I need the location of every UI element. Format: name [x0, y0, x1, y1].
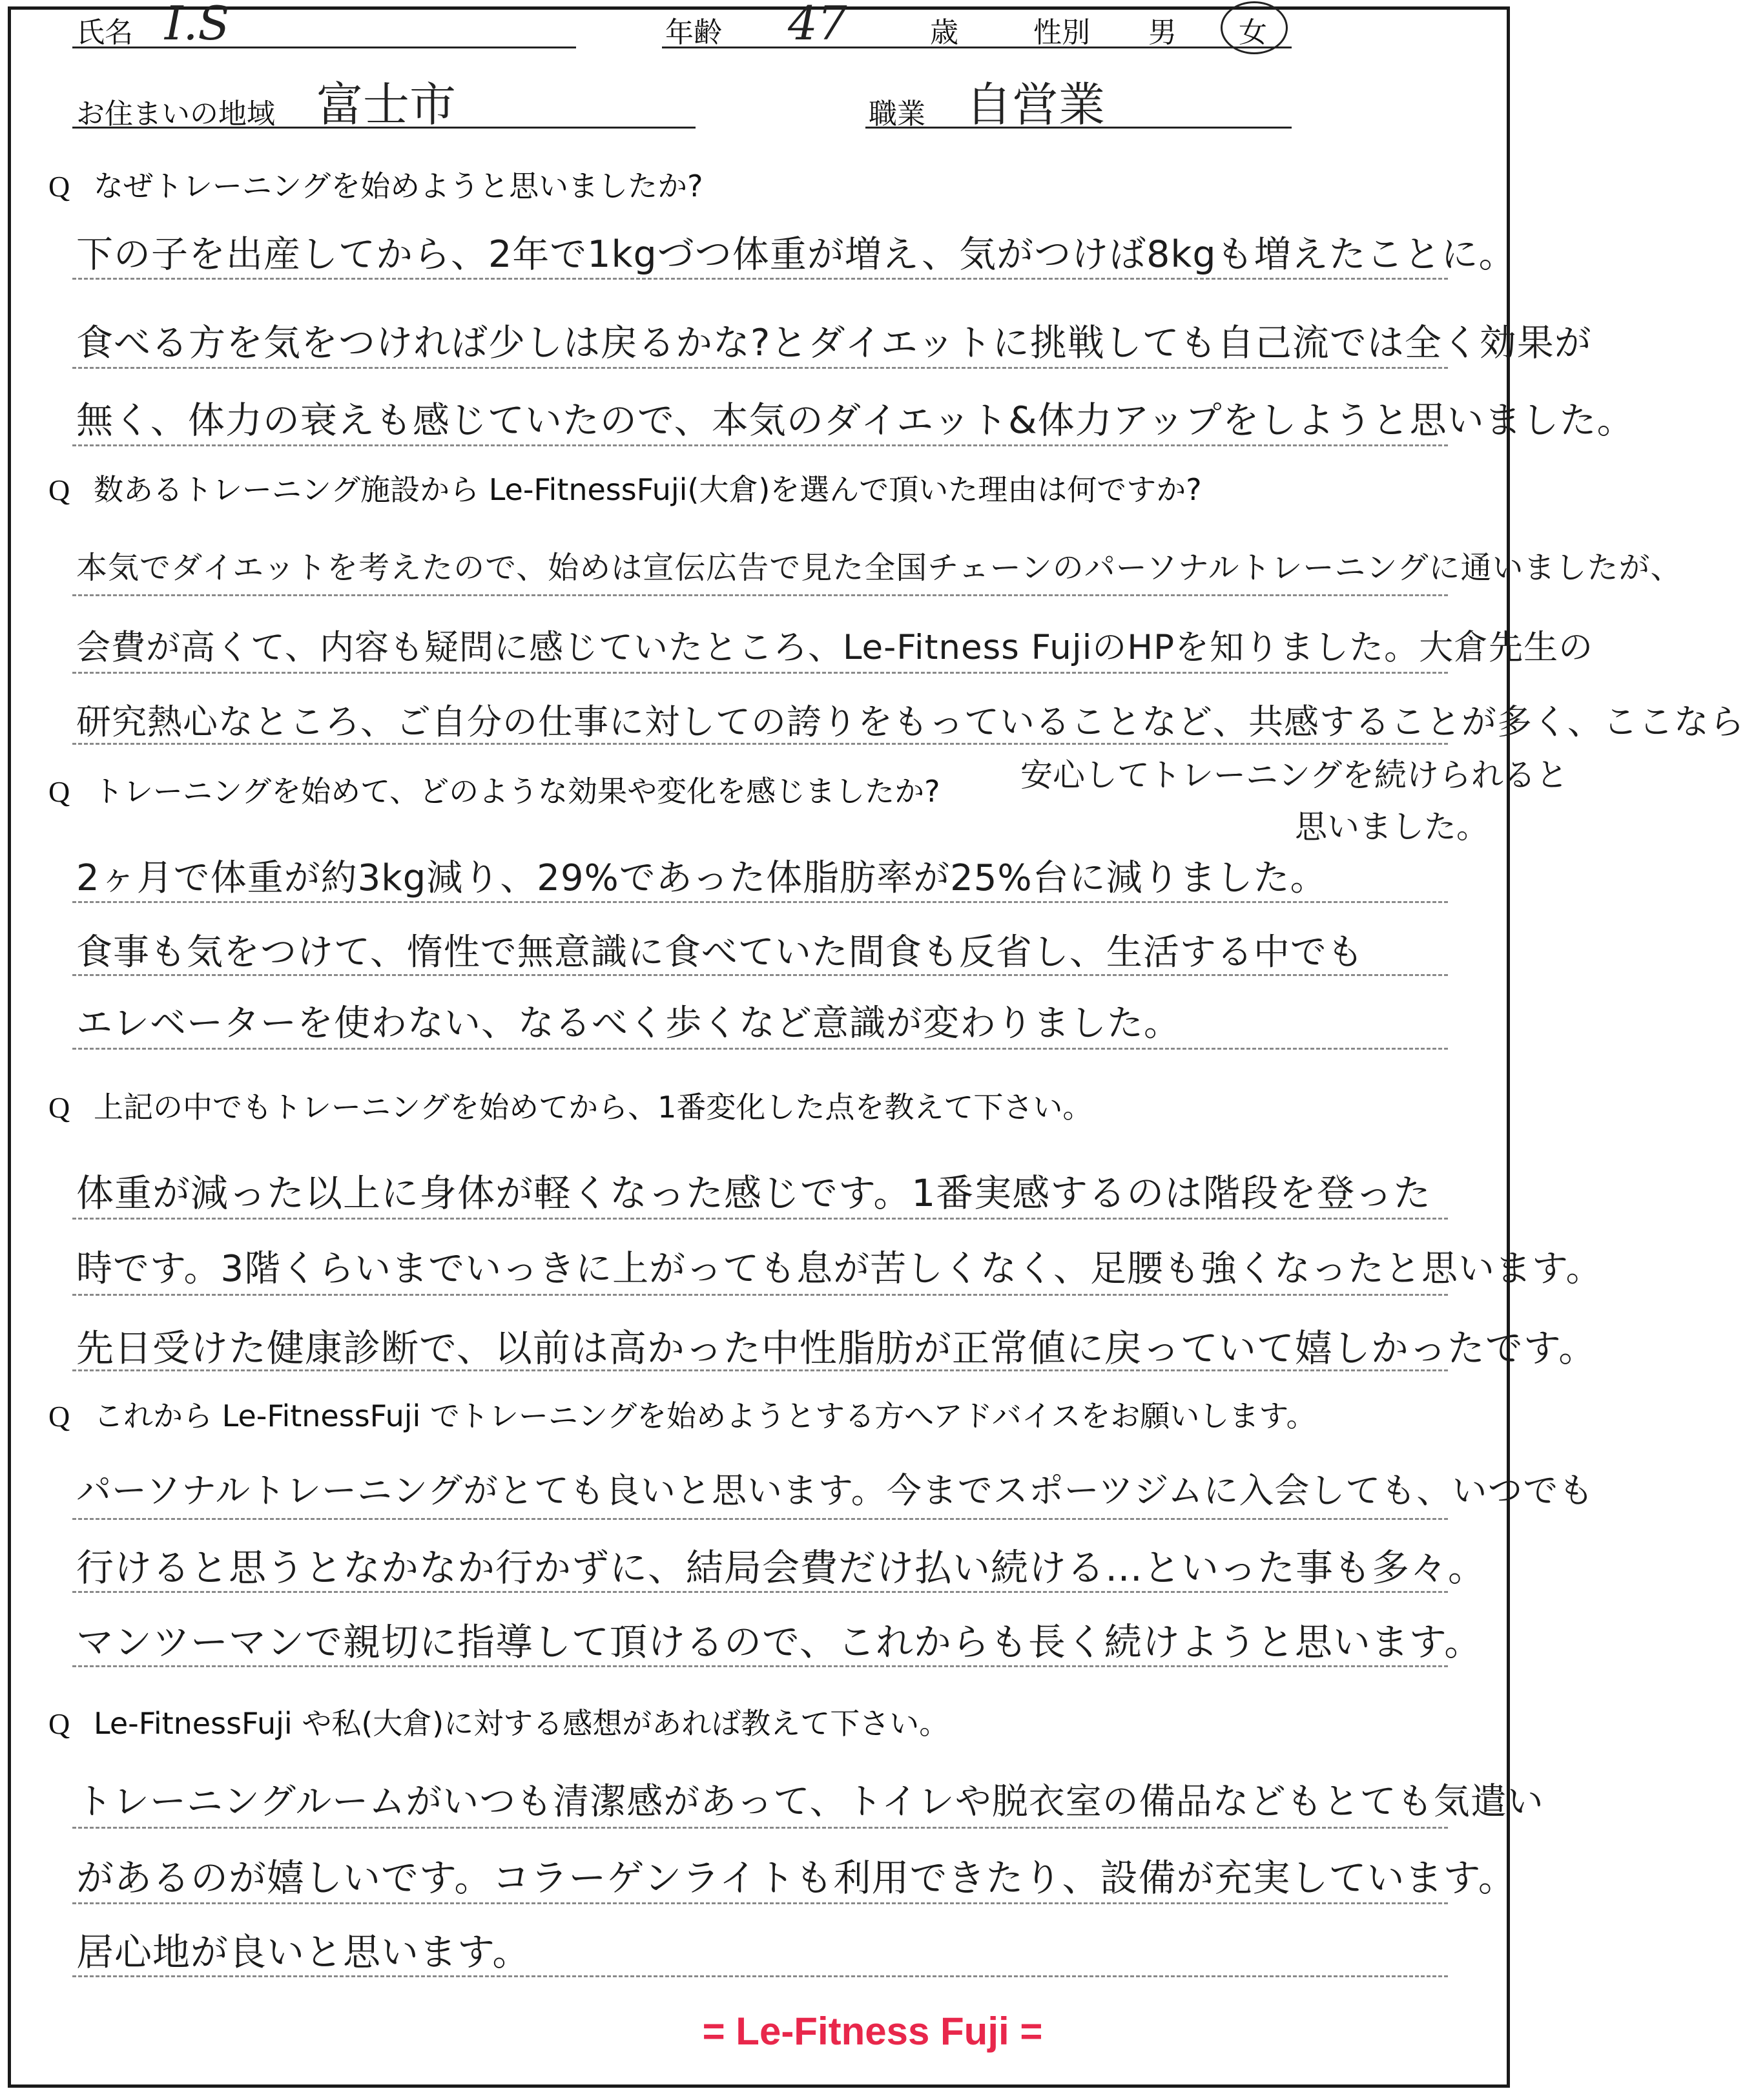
answer-rule: [72, 672, 1448, 674]
answer-rule: [72, 1827, 1448, 1829]
job-underline: [865, 127, 1292, 129]
age-unit: 歳: [930, 16, 958, 49]
answer-rule: [72, 1518, 1448, 1520]
answer-line: 時です。3階くらいまでいっきに上がっても息が苦しくなく、足腰も強くなったと思います。: [76, 1248, 1603, 1290]
gender-male: 男: [1148, 16, 1177, 49]
question-3: [48, 772, 940, 811]
answer-rule: [72, 1665, 1448, 1667]
gender-label: 性別: [1033, 16, 1090, 49]
answer-rule: [72, 1591, 1448, 1593]
answer-line: 下の子を出産してから、2年で1kgづつ体重が増え、気がつけば8kgも増えたことに。: [76, 233, 1516, 276]
answer-rule: [72, 444, 1448, 446]
answer-line: 研究熱心なところ、ご自分の仕事に対しての誇りをもっていることなど、共感することが多く、ここなら: [76, 702, 1745, 742]
age-label: 年齢: [665, 16, 722, 49]
question-mark: Q: [48, 170, 70, 203]
answer-rule: [72, 1975, 1448, 1977]
region-value: 富士市: [316, 78, 457, 132]
answer-rule: [72, 974, 1448, 976]
job-label: 職業: [869, 98, 925, 130]
footer-brand: = Le-Fitness Fuji =: [702, 2010, 1043, 2053]
answer-line: パーソナルトレーニングがとても良いと思います。今までスポーツジムに入会しても、いつでも: [76, 1470, 1595, 1511]
question-4: [48, 1088, 1092, 1127]
question-2: [48, 470, 1202, 510]
region-underline: [72, 127, 696, 129]
answer-continuation: 安心してトレーニングを続けられると: [1020, 756, 1568, 794]
answer-rule: [72, 1218, 1448, 1220]
answer-line: 行けると思うとなかなか行かずに、結局会費だけ払い続ける…といった事も多々。: [76, 1546, 1487, 1590]
question-text: Le-FitnessFuji や私(大倉)に対する感想があれば教えて下さい。: [94, 1706, 949, 1741]
answer-line: があるのが嬉しいです。コラーゲンライトも利用できたり、設備が充実しています。: [76, 1856, 1516, 1900]
answer-line: トレーニングルームがいつも清潔感があって、トイレや脱衣室の備品などもとても気遣い: [76, 1781, 1544, 1823]
question-text: 数あるトレーニング施設から Le-FitnessFuji(大倉)を選んで頂いた理由は何ですか?: [94, 472, 1202, 507]
region-label: お住まいの地域: [76, 98, 275, 130]
answer-rule: [72, 1294, 1448, 1296]
answer-rule: [72, 1048, 1448, 1050]
answer-line: 食べる方を気をつければ少しは戻るかな?とダイエットに挑戦しても自己流では全く効果が: [76, 322, 1592, 364]
answer-rule: [72, 1902, 1448, 1904]
question-text: これから Le-FitnessFuji でトレーニングを始めようとする方へアドバイスをお願いします。: [94, 1398, 1316, 1433]
answer-rule: [72, 278, 1448, 280]
answer-rule: [72, 743, 1448, 745]
question-text: なぜトレーニングを始めようと思いましたか?: [94, 169, 703, 203]
question-6: [48, 1704, 949, 1743]
answer-line: 本気でダイエットを考えたので、始めは宣伝広告で見た全国チェーンのパーソナルトレーニングに通いましたが、: [76, 550, 1682, 586]
answer-rule: [72, 367, 1448, 369]
name-underline: [72, 47, 576, 48]
question-mark: Q: [48, 1707, 70, 1740]
answer-line: 先日受けた健康診断で、以前は高かった中性脂肪が正常値に戻っていて嬉しかったです。: [76, 1326, 1597, 1370]
name-label: 氏名: [76, 16, 133, 49]
question-text: 上記の中でもトレーニングを始めてから、1番変化した点を教えて下さい。: [94, 1090, 1093, 1125]
question-1: [48, 167, 703, 206]
answer-rule: [72, 901, 1448, 903]
question-mark: Q: [48, 775, 70, 808]
job-value: 自営業: [965, 78, 1106, 132]
answer-line: 体重が減った以上に身体が軽くなった感じです。1番実感するのは階段を登った: [76, 1171, 1432, 1215]
age-gender-underline: [662, 47, 1292, 48]
answer-line: 居心地が良いと思います。: [76, 1930, 531, 1974]
question-text: トレーニングを始めて、どのような効果や変化を感じましたか?: [94, 774, 940, 809]
age-value: 47: [788, 0, 847, 50]
answer-continuation: 思いました。: [1295, 808, 1489, 846]
answer-line: 2ヶ月で体重が約3kg減り、29%であった体脂肪率が25%台に減りました。: [76, 857, 1327, 899]
answer-rule: [72, 594, 1448, 596]
answer-line: 会費が高くて、内容も疑問に感じていたところ、Le-Fitness FujiのHPを知りました。大倉先生の: [76, 628, 1594, 667]
answer-line: エレベーターを使わない、なるべく歩くなど意識が変わりました。: [76, 1003, 1181, 1045]
question-5: [48, 1397, 1316, 1436]
gender-female: 女: [1239, 16, 1267, 49]
question-mark: Q: [48, 473, 70, 506]
answer-rule: [72, 1369, 1448, 1371]
answer-line: マンツーマンで親切に指導して頂けるので、これからも長く続けようと思います。: [76, 1620, 1483, 1664]
answer-line: 食事も気をつけて、惰性で無意識に食べていた間食も反省し、生活する中でも: [76, 931, 1364, 973]
question-mark: Q: [48, 1091, 70, 1124]
answer-line: 無く、体力の衰えも感じていたので、本気のダイエット&体力アップをしようと思いました。: [76, 399, 1635, 442]
name-value: I.S: [165, 0, 230, 50]
question-mark: Q: [48, 1400, 70, 1433]
